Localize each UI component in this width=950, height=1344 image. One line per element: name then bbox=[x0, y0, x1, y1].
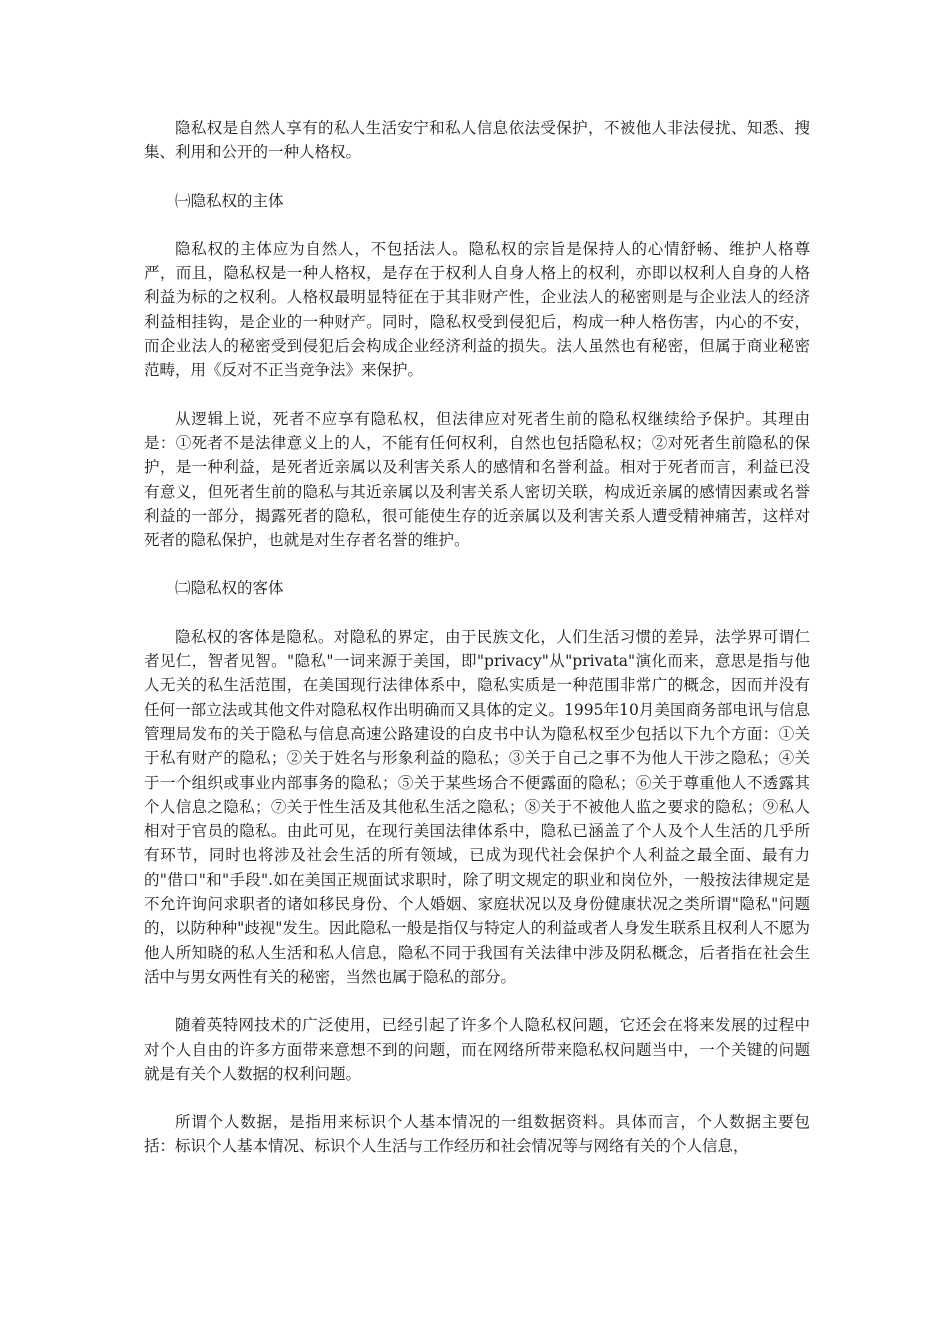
paragraph-internet: 随着英特网技术的广泛使用，已经引起了许多个人隐私权问题，它还会在将来发展的过程中对个人自由的许多方面带来意想不到的问题，而在网络所带来隐私权问题当中，一个关键的问题就是有关个人数据的权利问题。 bbox=[144, 1016, 810, 1083]
paragraph-object: 隐私权的客体是隐私。对隐私的界定，由于民族文化，人们生活习惯的差异，法学界可谓仁者见仁，智者见智。"隐私"一词来源于美国，即"privacy"从"privata"演化而来，意思是指与他人无关的私生活范围，在美国现行法律体系中，隐私实质是一种范围非常广的概念，因而并没有任何一部立法或其他文件对隐私权作出明确而又具体的定义。1995年10月美国商务部电讯与信息管理局发布的关于隐私与信息高速公路建设的白皮书中认为隐私权至少包括以下九个方面：①关于私有财产的隐私；②关于姓名与形象利益的隐私；③关于自己之事不为他人干涉之隐私；④关于一个组织或事业内部事务的隐私；⑤关于某些场合不便露面的隐私；⑥关于尊重他人不透露其个人信息之隐私；⑦关于性生活及其他私生活之隐私；⑧关于不被他人监之要求的隐私；⑨私人相对于官员的隐私。由此可见，在现行美国法律体系中，隐私已涵盖了个人及个人生活的几乎所有环节，同时也将涉及社会生活的所有领域，已成为现代社会保护个人利益之最全面、最有力的"借口"和"手段".如在美国正规面试求职时，除了明文规定的职业和岗位外，一般按法律规定是不允许询问求职者的诸如移民身份、个人婚姻、家庭状况以及身份健康状况之类所谓"隐私"问题的，以防种种"歧视"发生。因此隐私一般是指仅与特定人的利益或者人身发生联系且权利人不愿为他人所知晓的私人生活和私人信息，隐私不同于我国有关法律中涉及阴私概念，后者指在社会生活中与男女两性有关的秘密，当然也属于隐私的部分。 bbox=[144, 627, 810, 986]
section-heading-subject: ㈠隐私权的主体 bbox=[175, 191, 284, 210]
paragraph-subject: 隐私权的主体应为自然人，不包括法人。隐私权的宗旨是保持人的心情舒畅、维护人格尊严，而且，隐私权是一种人格权，是存在于权利人自身人格上的权利，亦即以权利人自身的人格利益为标的之权利。人格权最明显特征在于其非财产性，企业法人的秘密则是与企业法人的经济利益相挂钩，是企业的一种财产。同时，隐私权受到侵犯后，构成一种人格伤害，内心的不安，而企业法人的秘密受到侵犯后会构成企业经济利益的损失。法人虽然也有秘密，但属于商业秘密范畴，用《反对不正当竞争法》来保护。 bbox=[144, 239, 810, 380]
document-body bbox=[144, 116, 810, 1183]
paragraph-personal-data: 所谓个人数据，是指用来标识个人基本情况的一组数据资料。具体而言，个人数据主要包括：标识个人基本情况、标识个人生活与工作经历和社会情况等与网络有关的个人信息， bbox=[144, 1113, 810, 1156]
section-heading-object: ㈡隐私权的客体 bbox=[175, 579, 284, 598]
paragraph-definition: 隐私权是自然人享有的私人生活安宁和私人信息依法受保护，不被他人非法侵扰、知悉、搜集、利用和公开的一种人格权。 bbox=[144, 119, 810, 162]
paragraph-deceased: 从逻辑上说，死者不应享有隐私权，但法律应对死者生前的隐私权继续给予保护。其理由是：①死者不是法律意义上的人，不能有任何权利，自然也包括隐私权；②对死者生前隐私的保护，是一种利益，是死者近亲属以及利害关系人的感情和名誉利益。相对于死者而言，利益已没有意义，但死者生前的隐私与其近亲属以及利害关系人密切关联，构成近亲属的感情因素或名誉利益的一部分，揭露死者的隐私，很可能使生存的近亲属以及利害关系人遭受精神痛苦，这样对死者的隐私保护，也就是对生存者名誉的维护。 bbox=[144, 409, 810, 550]
